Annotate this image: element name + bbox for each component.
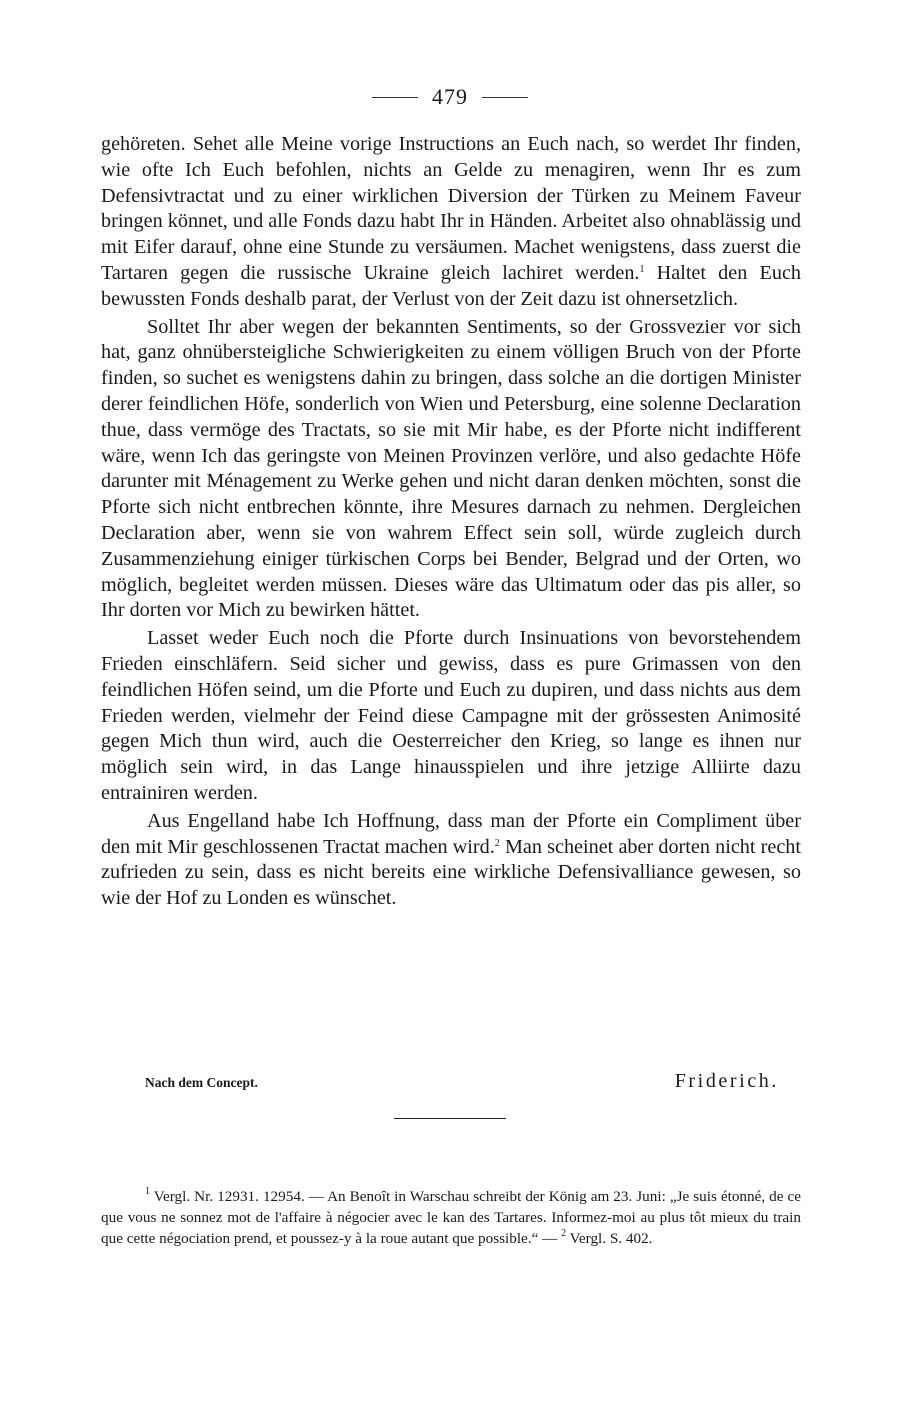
paragraph-1-text-b: Haltet den Euch bewussten Fonds deshalb parat, der Verlust von der Zeit dazu ist ohnersetzlich. (101, 261, 802, 310)
closing-line (101, 1070, 801, 1093)
letter-body (101, 132, 801, 912)
paragraph-4 (101, 809, 801, 912)
paragraph-4-text-b: Man scheinet aber dorten nicht recht zufrieden zu sein, dass es nicht bereits eine wirkliche Defensivalliance gewesen, so wie der Hof zu Londen es wünschet. (101, 835, 802, 910)
header-dash-right (482, 97, 528, 98)
paragraph-4-text-a: Aus Engelland habe Ich Hoffnung, dass man der Pforte ein Compliment über den mit Mir geschlossenen Tractat machen wird. (101, 809, 801, 858)
paragraph-3: Lasset weder Euch noch die Pforte durch Insinuations von bevorstehendem Frieden einschläfern. Seid sicher und gewiss, dass es pure Grimassen von den feindlichen Höfen seind, um die Pforte und Euch zu dupiren, und dass nichts aus dem Frieden werden, vielmehr der Feind diese Campagne mit der grössesten Animosité gegen Mich thun wird, auch die Oesterreicher den Krieg, so lange es ihnen nur möglich sein wird, in das Lange hinausspielen und ihre jetzige Alliirte dazu entrainiren werden. (101, 627, 801, 804)
source-note: Nach dem Concept. (145, 1075, 258, 1090)
section-divider (394, 1118, 506, 1119)
footnote-mark-1: 1 (145, 1186, 150, 1197)
signature: Friderich. (674, 1070, 779, 1092)
page-header (0, 84, 900, 110)
paragraph-1-text-a: gehöreten. Sehet alle Meine vorige Instructions an Euch nach, so werdet Ihr finden, wie ofte Ich Euch befohlen, nichts an Gelde zu menagiren, wenn Ihr es zum Defensivtractat und zu einer wirklichen Diversion der Türken zu Meinem Faveur bringen könnet, und alle Fonds dazu habt Ihr in Händen. Arbeitet also ohnablässig und mit Eifer darauf, ohne eine Stunde zu versäumen. Machet wenigstens, dass zuerst die Tartaren gegen die russische Ukraine gleich lachiret werden. (101, 133, 801, 284)
header-dash-left (372, 97, 418, 98)
footnote-mark-2: 2 (561, 1228, 567, 1239)
footnote-ref-1: 1 (639, 263, 645, 275)
footnote-2: Vergl. S. 402. (569, 1230, 653, 1247)
footnote-1: Vergl. Nr. 12931. 12954. — An Benoît in Warschau schreibt der König am 23. Juni: „Je suis étonné, de ce que vous ne sonnez mot de l'affaire à négocier avec le kan des Tartares. Informez-moi au plus tôt mieux du train que cette négociation prend, et poussez-y à la roue autant que possible.“ — (101, 1188, 801, 1247)
paragraph-2: Solltet Ihr aber wegen der bekannten Sentiments, so der Grossvezier vor sich hat, ganz ohnübersteigliche Schwierigkeiten zu einem völligen Bruch von der Pforte finden, so suchet es wenigstens dahin zu bringen, dass solche an die dortigen Minister derer feindlichen Höfe, sonderlich von Wien und Petersburg, eine solenne Declaration thue, dass vermöge des Tractats, so sie mit Mir habe, es der Pforte nicht indifferent wäre, wenn Ich das geringste von Meinen Provinzen verlöre, und also gedachte Höfe darunter mit Ménagement zu Werke gehen und nicht daran denken möchten, sonst die Pforte sich nicht entbrechen könnte, ihre Mesures darnach zu nehmen. Dergleichen Declaration aber, wenn sie von wahrem Effect sein soll, würde zugleich durch Zusammenziehung einiger türkischen Corps bei Bender, Belgrad und der Orten, wo möglich, begleitet werden müssen. Dieses wäre das Ultimatum oder das pis aller, so Ihr dorten vor Mich zu bewirken hättet. (101, 315, 801, 622)
footnote-text (101, 1186, 801, 1249)
paragraph-1 (101, 132, 801, 313)
footnote-ref-2: 2 (494, 837, 500, 849)
footnotes (101, 1186, 801, 1249)
page-number: 479 (432, 84, 468, 109)
